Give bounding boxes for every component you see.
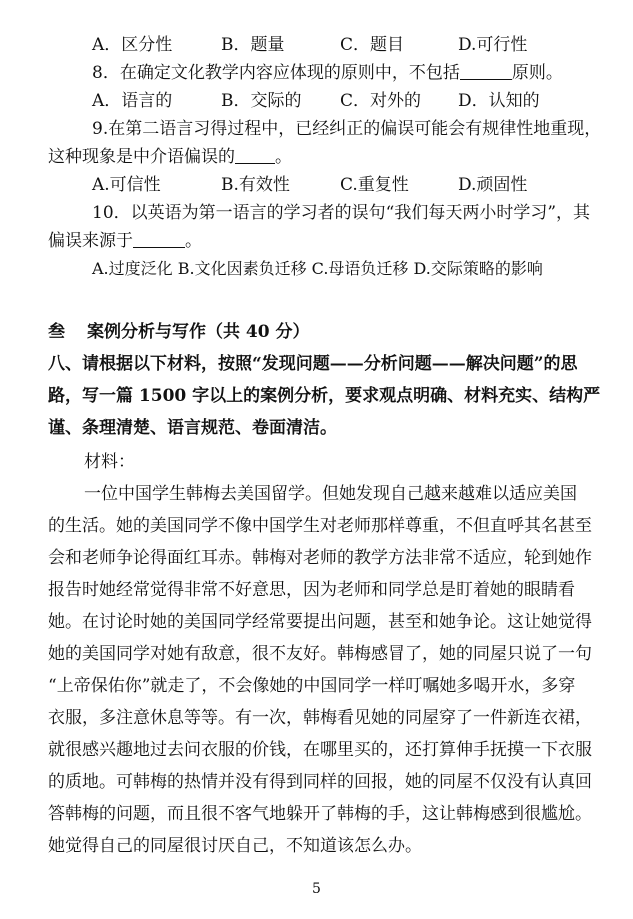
q8-option-a: A．语言的 [92,91,173,111]
section-heading [48,320,310,344]
q9-option-b: B.有效性 [221,175,290,195]
answer-blank [460,61,512,80]
material-line: 她。在讨论时她的美国同学经常要提出问题，甚至和她争论。这让她觉得 [48,612,592,632]
q10-line-2 [48,229,202,253]
material-line: 答韩梅的问题，而且很不客气地躲开了韩梅的手，这让韩梅感到很尴尬。 [48,804,592,824]
q8-option-c: C．对外的 [340,91,422,111]
q8-option-b: B．交际的 [221,91,302,111]
q9-option-c: C.重复性 [340,175,409,195]
q9-prefix: 这种现象是中介语偏误的 [48,147,235,167]
material-line: “上帝保佑你”就走了，不会像她的中国同学一样叮嘱她多喝开水，多穿 [48,676,576,696]
material-line: 报告时她经常觉得非常不好意思，因为老师和同学总是盯着她的眼睛看 [48,580,575,600]
section-number: 叁 [48,322,65,342]
material-line: 她觉得自己的同屋很讨厌自己，不知道该怎么办。 [48,836,422,856]
q7-option-a: A．区分性 [92,35,173,55]
q8-prefix: 8．在确定文化教学内容应体现的原则中，不包括 [92,63,460,83]
q7-option-d: D.可行性 [458,35,528,55]
material-line: 就很感兴趣地过去问衣服的价钱，在哪里买的，还打算伸手抚摸一下衣服 [48,740,592,760]
material-line: 衣服，多注意休息等等。有一次，韩梅看见她的同屋穿了一件新连衣裙， [48,708,592,728]
material-line: 的质地。可韩梅的热情并没有得到同样的回报，她的同屋不仅没有认真回 [48,772,592,792]
q9-option-a: A.可信性 [92,175,161,195]
q8-stem [92,61,563,85]
material-line: 的生活。她的美国同学不像中国学生对老师那样尊重，不但直呼其名甚至 [48,516,592,536]
q9-option-d: D.顽固性 [458,175,528,195]
q9-line-2 [48,145,292,169]
q9-suffix: 。 [275,147,292,167]
answer-blank [133,229,185,248]
material-line: 她的美国同学对她有敌意，很不友好。韩梅感冒了，她的同屋只说了一句 [48,644,592,664]
q9-line-1: 9.在第二语言习得过程中，已经纠正的偏误可能会有规律性地重现， [92,119,602,139]
q10-suffix: 。 [185,231,202,251]
q10-prefix: 偏误来源于 [48,231,133,251]
q10-line-1: 10．以英语为第一语言的学习者的误句“我们每天两小时学习”，其 [92,203,591,223]
essay-prompt-line-3: 谨、条理清楚、语言规范、卷面清洁。 [48,418,337,438]
page-number: 5 [312,881,321,897]
q8-suffix: 原则。 [511,63,563,83]
material-label: 材料： [84,452,135,472]
q10-options: A.过度泛化 B.文化因素负迁移 C.母语负迁移 D.交际策略的影响 [92,259,543,278]
material-line: 会和老师争论得面红耳赤。韩梅对老师的教学方法非常不适应，轮到她作 [48,548,592,568]
answer-blank [235,145,275,164]
material-line: 一位中国学生韩梅去美国留学。但她发现自己越来越难以适应美国 [84,484,577,504]
q8-option-d: D．认知的 [458,91,540,111]
q7-option-b: B．题量 [221,35,285,55]
section-title: 案例分析与写作（共 40 分） [87,322,310,342]
essay-prompt-line-2: 路，写一篇 1500 字以上的案例分析，要求观点明确、材料充实、结构严 [48,386,601,406]
q7-option-c: C．题目 [340,35,405,55]
essay-prompt-line-1: 八、请根据以下材料，按照“发现问题——分析问题——解决问题”的思 [48,354,578,374]
